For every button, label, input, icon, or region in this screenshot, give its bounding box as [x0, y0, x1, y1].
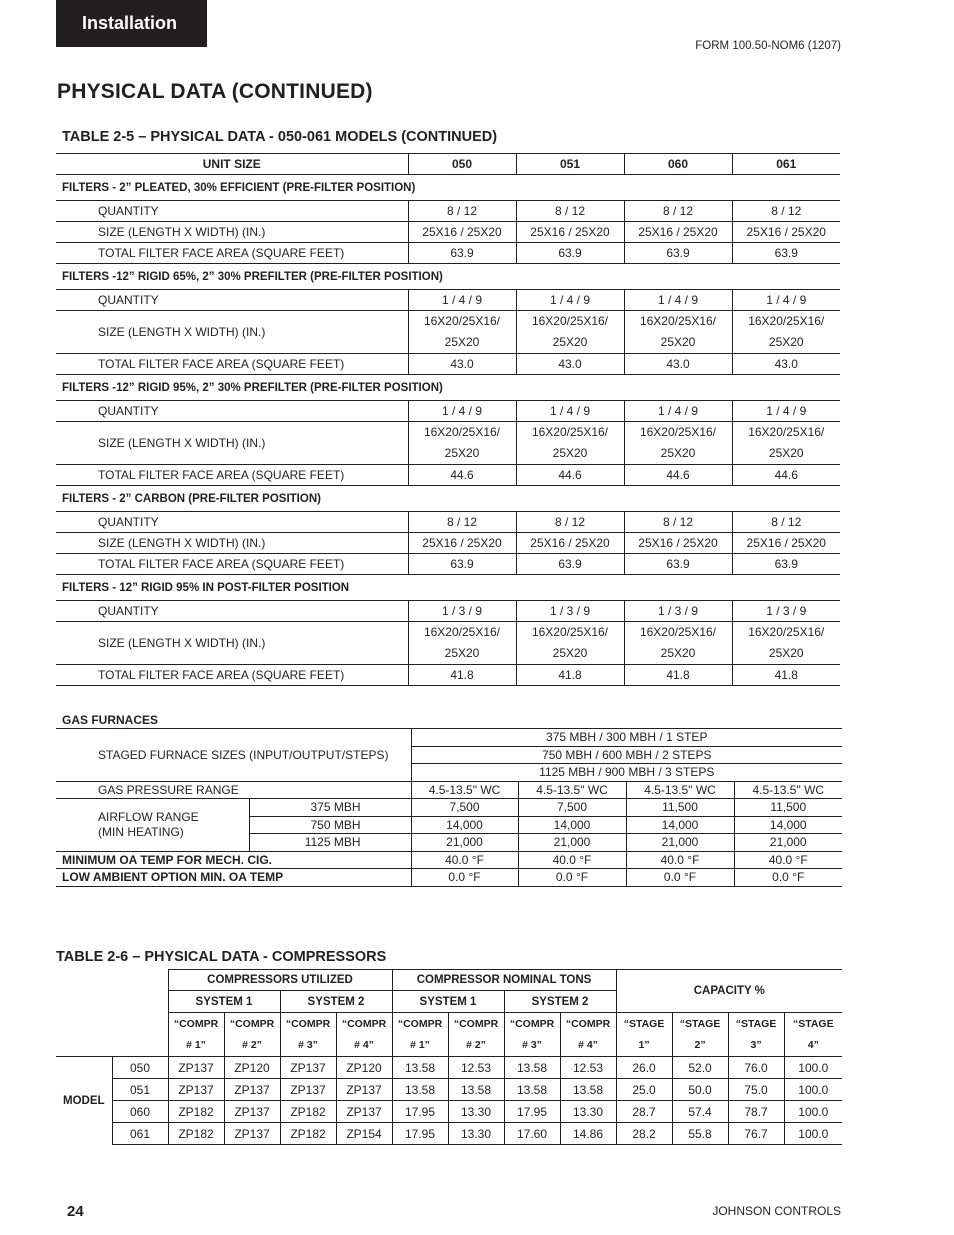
cell: 21,000	[411, 834, 518, 852]
cell: 7,500	[518, 799, 626, 817]
cell: 43.0	[408, 354, 516, 375]
table-row	[56, 1123, 842, 1145]
row-label: QUANTITY	[56, 201, 408, 222]
cell: 63.9	[624, 243, 732, 264]
cell: 1 / 4 / 9	[516, 401, 624, 422]
airflow-label-line: (MIN HEATING)	[98, 824, 184, 839]
table-cell: 12.53	[560, 1057, 616, 1079]
table-row	[56, 665, 840, 686]
sub-header-line: “COMPR	[509, 1017, 555, 1030]
row-label: SIZE (LENGTH X WIDTH) (IN.)	[56, 533, 408, 554]
cell: 8 / 12	[624, 201, 732, 222]
cell: 1 / 4 / 9	[624, 290, 732, 311]
model-label: MODEL	[56, 1057, 112, 1145]
cell: 14,000	[518, 816, 626, 834]
cell: 25X16 / 25X20	[732, 222, 840, 243]
table-cell: 17.95	[504, 1101, 560, 1123]
table-cell: 17.95	[392, 1123, 448, 1145]
table-cell: 13.30	[448, 1101, 504, 1123]
cell: 1 / 3 / 9	[624, 601, 732, 622]
sub-header-line: # 2”	[242, 1038, 262, 1051]
row-label: SIZE (LENGTH X WIDTH) (IN.)	[56, 422, 408, 465]
sub-header-line: “STAGE	[623, 1017, 665, 1030]
table-cell: 13.58	[448, 1079, 504, 1101]
cell: 43.0	[624, 354, 732, 375]
sub-header-line: “COMPR	[565, 1017, 611, 1030]
cell: 63.9	[408, 243, 516, 264]
row-label: SIZE (LENGTH X WIDTH) (IN.)	[56, 222, 408, 243]
cell: 1 / 4 / 9	[732, 401, 840, 422]
table-row	[56, 799, 842, 817]
table-cell: ZP137	[280, 1057, 336, 1079]
cell-line: 25X20	[444, 446, 480, 460]
cell	[624, 622, 732, 665]
section-title: FILTERS - 2” CARBON (PRE-FILTER POSITION)	[62, 492, 321, 505]
cell: 21,000	[626, 834, 734, 852]
cell: 40.0 °F	[626, 851, 734, 869]
cell: 25X16 / 25X20	[516, 533, 624, 554]
table-cell: 100.0	[784, 1101, 842, 1123]
model-number: 050	[112, 1057, 168, 1079]
cell	[408, 622, 516, 665]
min-oa-temp-label: MINIMUM OA TEMP FOR MECH. CIG.	[56, 851, 411, 869]
table-cell: ZP137	[224, 1101, 280, 1123]
staged-furnace-label: STAGED FURNACE SIZES (INPUT/OUTPUT/STEPS)	[56, 729, 411, 782]
cell-line: 25X20	[444, 646, 480, 660]
page-title: PHYSICAL DATA (CONTINUED)	[57, 80, 373, 103]
cell: 44.6	[624, 465, 732, 486]
unit-size-header-row	[56, 154, 840, 175]
cell-line: 16X20/25X16/	[423, 314, 501, 328]
form-number: FORM 100.50-NOM6 (1207)	[695, 40, 841, 52]
table-cell: 17.60	[504, 1123, 560, 1145]
table-cell: 76.0	[728, 1057, 784, 1079]
table-header-row	[56, 1013, 842, 1057]
col-header: 051	[516, 154, 624, 175]
group-header: COMPRESSORS UTILIZED	[168, 970, 392, 991]
cell: 11,500	[626, 799, 734, 817]
cell: 25X16 / 25X20	[516, 222, 624, 243]
sub-header-line: “STAGE	[792, 1017, 834, 1030]
cell-line: 16X20/25X16/	[639, 625, 717, 639]
col-header: 061	[732, 154, 840, 175]
sub-header-line: # 1”	[186, 1038, 206, 1051]
table-cell: ZP137	[336, 1101, 392, 1123]
group-header: CAPACITY %	[616, 970, 842, 1013]
sub-header-line: # 3”	[522, 1038, 542, 1051]
table-cell: 13.58	[504, 1057, 560, 1079]
cell: 63.9	[732, 243, 840, 264]
section-tab: Installation	[56, 0, 207, 47]
table-cell: 13.58	[560, 1079, 616, 1101]
col-header: 050	[408, 154, 516, 175]
section-title: FILTERS - 2” PLEATED, 30% EFFICIENT (PRE-FILTER POSITION)	[56, 175, 840, 201]
table-cell: 12.53	[448, 1057, 504, 1079]
sub-header-line: “STAGE	[735, 1017, 777, 1030]
cell: 63.9	[516, 243, 624, 264]
cell: 40.0 °F	[411, 851, 518, 869]
row-label: TOTAL FILTER FACE AREA (SQUARE FEET)	[56, 354, 408, 375]
table-2-6-compressors	[56, 969, 842, 1145]
cell: 63.9	[516, 554, 624, 575]
table-cell: ZP137	[168, 1079, 224, 1101]
model-number: 051	[112, 1079, 168, 1101]
sub-header	[784, 1013, 842, 1057]
cell: 41.8	[408, 665, 516, 686]
cell: 1 / 4 / 9	[408, 401, 516, 422]
system-header: SYSTEM 1	[392, 991, 504, 1013]
row-label: SIZE (LENGTH X WIDTH) (IN.)	[56, 311, 408, 354]
table-row	[56, 729, 842, 747]
table-cell: 17.95	[392, 1101, 448, 1123]
cell: 21,000	[518, 834, 626, 852]
cell: 40.0 °F	[734, 851, 842, 869]
cell-line: 25X20	[444, 335, 480, 349]
cell-line: 25X20	[768, 646, 804, 660]
table-cell: 100.0	[784, 1079, 842, 1101]
col-header: 060	[624, 154, 732, 175]
sub-header-line: “COMPR	[173, 1017, 219, 1030]
cell	[624, 422, 732, 465]
system-header: SYSTEM 2	[280, 991, 392, 1013]
cell: 25X16 / 25X20	[624, 533, 732, 554]
cell	[732, 311, 840, 354]
cell: 40.0 °F	[518, 851, 626, 869]
airflow-range-label	[56, 799, 249, 852]
cell-line: 16X20/25X16/	[639, 314, 717, 328]
cell-line: 16X20/25X16/	[748, 625, 825, 639]
sub-header	[616, 1013, 672, 1057]
cell: 0.0 °F	[518, 869, 626, 887]
cell-line: 16X20/25X16/	[423, 425, 501, 439]
cell: 25X16 / 25X20	[732, 533, 840, 554]
cell-line: 25X20	[660, 335, 696, 349]
model-number: 060	[112, 1101, 168, 1123]
sub-header-line: “STAGE	[679, 1017, 721, 1030]
table-cell: 78.7	[728, 1101, 784, 1123]
table-cell: ZP137	[224, 1079, 280, 1101]
sub-header	[560, 1013, 616, 1057]
cell-line: 25X20	[552, 646, 588, 660]
cell: 1 / 3 / 9	[516, 601, 624, 622]
table-row	[56, 1057, 842, 1079]
cell-line: 16X20/25X16/	[531, 625, 609, 639]
row-label: TOTAL FILTER FACE AREA (SQUARE FEET)	[56, 554, 408, 575]
table-cell: 13.58	[392, 1079, 448, 1101]
cell: 0.0 °F	[411, 869, 518, 887]
cell-line: 16X20/25X16/	[639, 425, 717, 439]
table-cell: 25.0	[616, 1079, 672, 1101]
cell-line: 25X20	[660, 446, 696, 460]
cell: 21,000	[734, 834, 842, 852]
table-2-5-filters	[56, 153, 840, 686]
row-label: QUANTITY	[56, 290, 408, 311]
cell-line: 25X20	[768, 335, 804, 349]
table-cell: 52.0	[672, 1057, 728, 1079]
cell: 7,500	[411, 799, 518, 817]
sub-header	[728, 1013, 784, 1057]
cell: 44.6	[408, 465, 516, 486]
table-row	[56, 311, 840, 354]
sub-header-line: # 4”	[578, 1038, 598, 1051]
table-row	[56, 465, 840, 486]
table-cell: ZP120	[336, 1057, 392, 1079]
table-cell: 75.0	[728, 1079, 784, 1101]
table-row	[56, 512, 840, 533]
cell: 44.6	[516, 465, 624, 486]
table-cell: 13.58	[504, 1079, 560, 1101]
cell-line: 25X20	[552, 335, 588, 349]
sub-header-line: # 2”	[466, 1038, 486, 1051]
cell	[408, 311, 516, 354]
cell: 63.9	[408, 554, 516, 575]
sub-header-line: “COMPR	[285, 1017, 331, 1030]
cell-line: 16X20/25X16/	[531, 314, 609, 328]
table-cell: ZP182	[168, 1123, 224, 1145]
table-2-5-gas-furnaces	[56, 711, 842, 887]
table-cell: 100.0	[784, 1057, 842, 1079]
cell: 41.8	[732, 665, 840, 686]
gas-furnaces-title: GAS FURNACES	[62, 712, 159, 727]
table-cell: 13.58	[392, 1057, 448, 1079]
sub-header	[672, 1013, 728, 1057]
sub-header-line: # 4”	[354, 1038, 374, 1051]
table-cell: 57.4	[672, 1101, 728, 1123]
cell: 14,000	[626, 816, 734, 834]
sub-header-line: “COMPR	[397, 1017, 443, 1030]
cell: 750 MBH	[249, 816, 411, 834]
cell: 25X16 / 25X20	[408, 533, 516, 554]
sub-header-line: 1”	[638, 1038, 650, 1051]
low-ambient-label: LOW AMBIENT OPTION MIN. OA TEMP	[56, 869, 411, 887]
table-row	[56, 601, 840, 622]
row-label: TOTAL FILTER FACE AREA (SQUARE FEET)	[56, 243, 408, 264]
table-cell: ZP182	[168, 1101, 224, 1123]
cell: 8 / 12	[624, 512, 732, 533]
table-row	[56, 354, 840, 375]
cell: 41.8	[516, 665, 624, 686]
cell: 63.9	[732, 554, 840, 575]
cell	[516, 622, 624, 665]
row-label: QUANTITY	[56, 512, 408, 533]
table-cell: 50.0	[672, 1079, 728, 1101]
sub-header	[280, 1013, 336, 1057]
table-row	[56, 290, 840, 311]
footer-company: JOHNSON CONTROLS	[712, 1204, 841, 1218]
table-cell: ZP137	[336, 1079, 392, 1101]
cell: 1 / 4 / 9	[624, 401, 732, 422]
table-row	[56, 869, 842, 887]
cell	[516, 311, 624, 354]
page-number: 24	[67, 1203, 84, 1220]
cell: 8 / 12	[732, 201, 840, 222]
cell: 44.6	[732, 465, 840, 486]
sub-header-line: 2”	[694, 1038, 706, 1051]
cell: 4.5-13.5" WC	[626, 781, 734, 799]
cell: 8 / 12	[732, 512, 840, 533]
table-cell: ZP120	[224, 1057, 280, 1079]
cell	[516, 422, 624, 465]
cell: 14,000	[411, 816, 518, 834]
cell: 4.5-13.5" WC	[518, 781, 626, 799]
table-row	[56, 781, 842, 799]
system-header: SYSTEM 2	[504, 991, 616, 1013]
sub-header-line: “COMPR	[229, 1017, 275, 1030]
table-cell: ZP154	[336, 1123, 392, 1145]
table-row	[56, 201, 840, 222]
cell: 1 / 3 / 9	[732, 601, 840, 622]
table-cell: ZP182	[280, 1101, 336, 1123]
cell-line: 16X20/25X16/	[531, 425, 609, 439]
section-title: FILTERS - 12” RIGID 95% IN POST-FILTER POSITION	[62, 581, 350, 594]
table-cell: ZP137	[280, 1079, 336, 1101]
cell-line: 16X20/25X16/	[423, 625, 501, 639]
cell-line: 16X20/25X16/	[748, 314, 825, 328]
cell: 43.0	[516, 354, 624, 375]
cell: 1 / 3 / 9	[408, 601, 516, 622]
cell: 375 MBH / 300 MBH / 1 STEP	[411, 729, 842, 747]
section-title: FILTERS -12” RIGID 95%, 2” 30% PREFILTER (PRE-FILTER POSITION)	[62, 381, 443, 394]
table-cell: 28.7	[616, 1101, 672, 1123]
table-cell: 13.30	[448, 1123, 504, 1145]
table-row	[56, 1101, 842, 1123]
table-2-5-title: TABLE 2-5 – PHYSICAL DATA - 050-061 MODELS (CONTINUED)	[62, 129, 498, 145]
table-cell: ZP182	[280, 1123, 336, 1145]
table-cell: 76.7	[728, 1123, 784, 1145]
table-row	[56, 243, 840, 264]
table-row	[56, 851, 842, 869]
cell-line: 25X20	[768, 446, 804, 460]
table-row	[56, 533, 840, 554]
cell: 0.0 °F	[626, 869, 734, 887]
cell: 1 / 4 / 9	[516, 290, 624, 311]
table-cell: ZP137	[168, 1057, 224, 1079]
table-row	[56, 554, 840, 575]
cell: 1125 MBH / 900 MBH / 3 STEPS	[411, 764, 842, 782]
cell: 25X16 / 25X20	[408, 222, 516, 243]
cell-line: 25X20	[660, 646, 696, 660]
row-label: SIZE (LENGTH X WIDTH) (IN.)	[56, 622, 408, 665]
cell: 43.0	[732, 354, 840, 375]
sub-header	[224, 1013, 280, 1057]
table-row	[56, 401, 840, 422]
sub-header	[504, 1013, 560, 1057]
cell: 4.5-13.5" WC	[734, 781, 842, 799]
sub-header-line: # 3”	[298, 1038, 318, 1051]
cell: 4.5-13.5" WC	[411, 781, 518, 799]
cell: 375 MBH	[249, 799, 411, 817]
cell: 8 / 12	[408, 512, 516, 533]
section-title: FILTERS -12” RIGID 65%, 2” 30% PREFILTER (PRE-FILTER POSITION)	[62, 270, 443, 283]
table-row	[56, 711, 842, 729]
cell: 41.8	[624, 665, 732, 686]
group-header: COMPRESSOR NOMINAL TONS	[392, 970, 616, 991]
sub-header-line: “COMPR	[341, 1017, 387, 1030]
table-row	[56, 222, 840, 243]
cell: 63.9	[624, 554, 732, 575]
table-2-6-title: TABLE 2-6 – PHYSICAL DATA - COMPRESSORS	[56, 949, 387, 965]
sub-header	[448, 1013, 504, 1057]
table-cell: 26.0	[616, 1057, 672, 1079]
cell: 14,000	[734, 816, 842, 834]
cell	[732, 622, 840, 665]
cell: 11,500	[734, 799, 842, 817]
table-row	[56, 622, 840, 665]
cell: 25X16 / 25X20	[624, 222, 732, 243]
blank-corner	[56, 970, 168, 1057]
cell: 1125 MBH	[249, 834, 411, 852]
cell: 8 / 12	[516, 201, 624, 222]
row-label: TOTAL FILTER FACE AREA (SQUARE FEET)	[56, 665, 408, 686]
table-cell: 55.8	[672, 1123, 728, 1145]
unit-size-label: UNIT SIZE	[56, 154, 408, 175]
sub-header-line: 3”	[750, 1038, 762, 1051]
cell	[408, 422, 516, 465]
table-header-row	[56, 970, 842, 991]
cell: 0.0 °F	[734, 869, 842, 887]
cell	[624, 311, 732, 354]
cell: 750 MBH / 600 MBH / 2 STEPS	[411, 746, 842, 764]
sub-header-line: “COMPR	[453, 1017, 499, 1030]
sub-header-line: 4”	[807, 1038, 819, 1051]
cell: 8 / 12	[408, 201, 516, 222]
table-cell: 100.0	[784, 1123, 842, 1145]
sub-header	[392, 1013, 448, 1057]
sub-header-line: # 1”	[410, 1038, 430, 1051]
cell-line: 25X20	[552, 446, 588, 460]
model-number: 061	[112, 1123, 168, 1145]
cell: 8 / 12	[516, 512, 624, 533]
airflow-label-line: AIRFLOW RANGE	[98, 809, 199, 824]
sub-header	[168, 1013, 224, 1057]
cell	[732, 422, 840, 465]
cell-line: 16X20/25X16/	[748, 425, 825, 439]
row-label: QUANTITY	[56, 601, 408, 622]
gas-pressure-label: GAS PRESSURE RANGE	[56, 781, 411, 799]
table-cell: 14.86	[560, 1123, 616, 1145]
row-label: TOTAL FILTER FACE AREA (SQUARE FEET)	[56, 465, 408, 486]
table-cell: 28.2	[616, 1123, 672, 1145]
system-header: SYSTEM 1	[168, 991, 280, 1013]
table-row	[56, 1079, 842, 1101]
cell: 1 / 4 / 9	[408, 290, 516, 311]
table-cell: 13.30	[560, 1101, 616, 1123]
table-row	[56, 422, 840, 465]
table-cell: ZP137	[224, 1123, 280, 1145]
sub-header	[336, 1013, 392, 1057]
cell: 1 / 4 / 9	[732, 290, 840, 311]
row-label: QUANTITY	[56, 401, 408, 422]
